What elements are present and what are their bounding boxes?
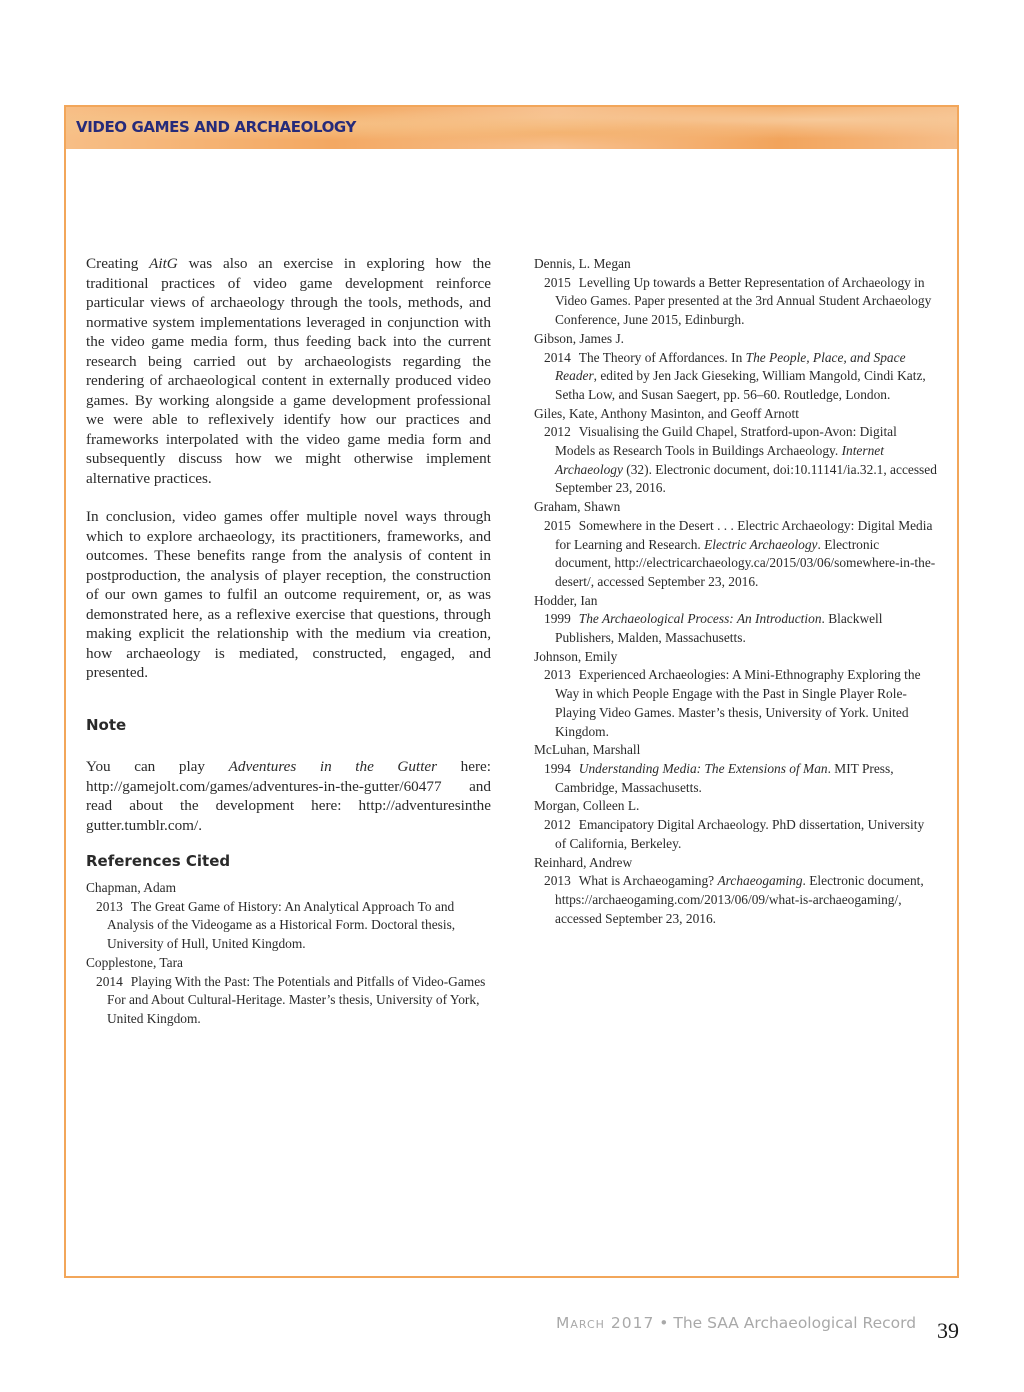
references-list-right [534, 255, 938, 928]
reference-title-italic: Internet Archaeology [555, 443, 884, 477]
reference-entry [86, 973, 491, 1029]
reference-title-italic: Understanding Media: The Extensions of Man [578, 760, 828, 776]
reference-entry [86, 898, 491, 954]
reference-entry [534, 610, 938, 647]
reference-text: . Electronic document, https://archaeogaming.com/2013/06/09/what-is-archaeogaming/, accessed September 23, 2016. [555, 873, 924, 926]
reference-year: 2014 [96, 973, 123, 989]
reference-year: 2014 [544, 349, 571, 365]
reference-year: 2012 [544, 817, 571, 833]
reference-year: 2015 [544, 517, 571, 533]
reference-title-italic: Archaeogaming [717, 873, 803, 889]
reference-text: The Theory of Affordances. In [578, 349, 746, 365]
reference-text: Emancipatory Digital Archaeology. PhD dissertation, University of California, Berkeley. [555, 817, 925, 851]
reference-text: Experienced Archaeologies: A Mini-Ethnography Exploring the Way in which People Engage with the Past in Single Player Role-Playing Video Games. Master’s thesis, University of York. United Kingdom. [555, 667, 921, 739]
header-banner [66, 107, 957, 149]
reference-entry [534, 423, 938, 498]
reference-year: 2013 [96, 898, 123, 914]
reference-year: 1999 [544, 611, 571, 627]
note-heading: Note [86, 716, 127, 734]
footer-issue-date: March 2017 [556, 1314, 655, 1332]
reference-year: 1994 [544, 760, 571, 776]
references-heading: References Cited [86, 852, 231, 870]
footer-bullet: • [659, 1314, 669, 1332]
reference-text: Levelling Up towards a Better Representation of Archaeology in Video Games. Paper presented at the 3rd Annual Student Archaeology Conference, June 2015, Edinburgh. [555, 274, 932, 328]
reference-author: Hodder, Ian [534, 592, 598, 608]
reference-entry [534, 274, 938, 330]
body-left-column [86, 254, 491, 683]
reference-text: Playing With the Past: The Potentials and Pitfalls of Video-Games For and About Cultural-Heritage. Master’s thesis, University of York, United Kingdom. [107, 973, 486, 1026]
reference-year: 2013 [544, 873, 571, 889]
reference-author: Reinhard, Andrew [534, 854, 633, 870]
reference-author: Chapman, Adam [86, 880, 177, 895]
reference-year: 2015 [544, 274, 571, 290]
reference-text: , edited by Jen Jack Gieseking, William Mangold, Cindi Katz, Setha Low, and Susan Saegert, pp. 56–60. Routledge, London. [555, 368, 926, 402]
reference-author: Johnson, Emily [534, 648, 618, 664]
footer-publication: The SAA Archaeological Record [673, 1314, 917, 1332]
reference-entry [534, 349, 938, 405]
reference-text: . MIT Press, Cambridge, Massachusetts. [555, 760, 894, 795]
body-paragraph-2: In conclusion, video games offer multiple novel ways through which to explore archaeology, its practitioners, frameworks, and outcomes. These benefits range from the analysis of content in postproduction, the analysis of player reception, the construction of our own games to fulfil an outcome requirement, or, as was demonstrated here, as a reflexive exercise that questions, through making explicit the relationship with the medium via creation, how archaeology is mediated, constructed, engaged, and presented. [86, 508, 491, 681]
reference-text: . Electronic document, http://electricarchaeology.ca/2015/03/06/somewhere-in-the-desert/, accessed September 23, 2016. [555, 536, 936, 589]
page-number: 39 [937, 1318, 959, 1343]
section-title: VIDEO GAMES AND ARCHAEOLOGY [76, 118, 356, 136]
reference-text: . Blackwell Publishers, Malden, Massachusetts. [555, 611, 883, 646]
reference-entry [534, 760, 938, 797]
note-text: You can play Adventures in the Gutter here: http://gamejolt.com/games/adventures-in-the-gutter/60477 and read about the development here: http://adventuresinthe gutter.tumblr.com/. [86, 758, 492, 834]
reference-entry [534, 666, 938, 741]
reference-text: What is Archaeogaming? [578, 873, 718, 889]
reference-year: 2013 [544, 667, 571, 683]
reference-author: McLuhan, Marshall [534, 742, 641, 758]
reference-text: Somewhere in the Desert . . . Electric Archaeology: Digital Media for Learning and Research. [555, 517, 933, 552]
reference-author: Morgan, Colleen L. [534, 798, 640, 814]
references-list-left [86, 879, 491, 1029]
game-title-abbrev: AitG [149, 255, 178, 272]
reference-entry [534, 517, 938, 592]
reference-year: 2012 [544, 424, 571, 440]
reference-text: The Great Game of History: An Analytical Approach To and Analysis of the Videogame as a Historical Form. Doctoral thesis, University of Hull, United Kingdom. [107, 898, 456, 952]
reference-author: Graham, Shawn [534, 499, 621, 515]
body-paragraph-1: Creating AitG was also an exercise in exploring how the traditional practices of video game development reinforce particular views of archaeology through the tools, methods, and normative system implementations leveraged in conjunction with the video game media form, thus feeding back into the current research being carried out by archaeologists regarding the rendering of archaeological content in externally produced video games. By working alongside a game development professional we were able to reflexively identify how our practices and frameworks interpolated with the video game media form and subsequently discuss how we might otherwise implement alternative practices. [86, 255, 491, 487]
reference-title-italic: Electric Archaeology [704, 536, 818, 552]
reference-text: (32). Electronic document, doi:10.11141/ia.32.1, accessed September 23, 2016. [555, 461, 937, 496]
page-footer [556, 1314, 916, 1332]
note-game-title: Adventures in the Gutter [228, 758, 438, 776]
reference-author: Copplestone, Tara [86, 954, 183, 970]
reference-entry [534, 872, 938, 928]
reference-entry [534, 816, 938, 853]
reference-author: Gibson, James J. [534, 330, 625, 346]
reference-title-italic: The Archaeological Process: An Introduction [578, 611, 822, 627]
reference-title-italic: The People, Place, and Space Reader [555, 349, 906, 384]
reference-author: Dennis, L. Megan [534, 256, 631, 271]
reference-text: Visualising the Guild Chapel, Stratford-upon-Avon: Digital Models as Research Tools in Buildings Archaeology. [555, 424, 897, 459]
reference-author: Giles, Kate, Anthony Masinton, and Geoff Arnott [534, 405, 799, 421]
